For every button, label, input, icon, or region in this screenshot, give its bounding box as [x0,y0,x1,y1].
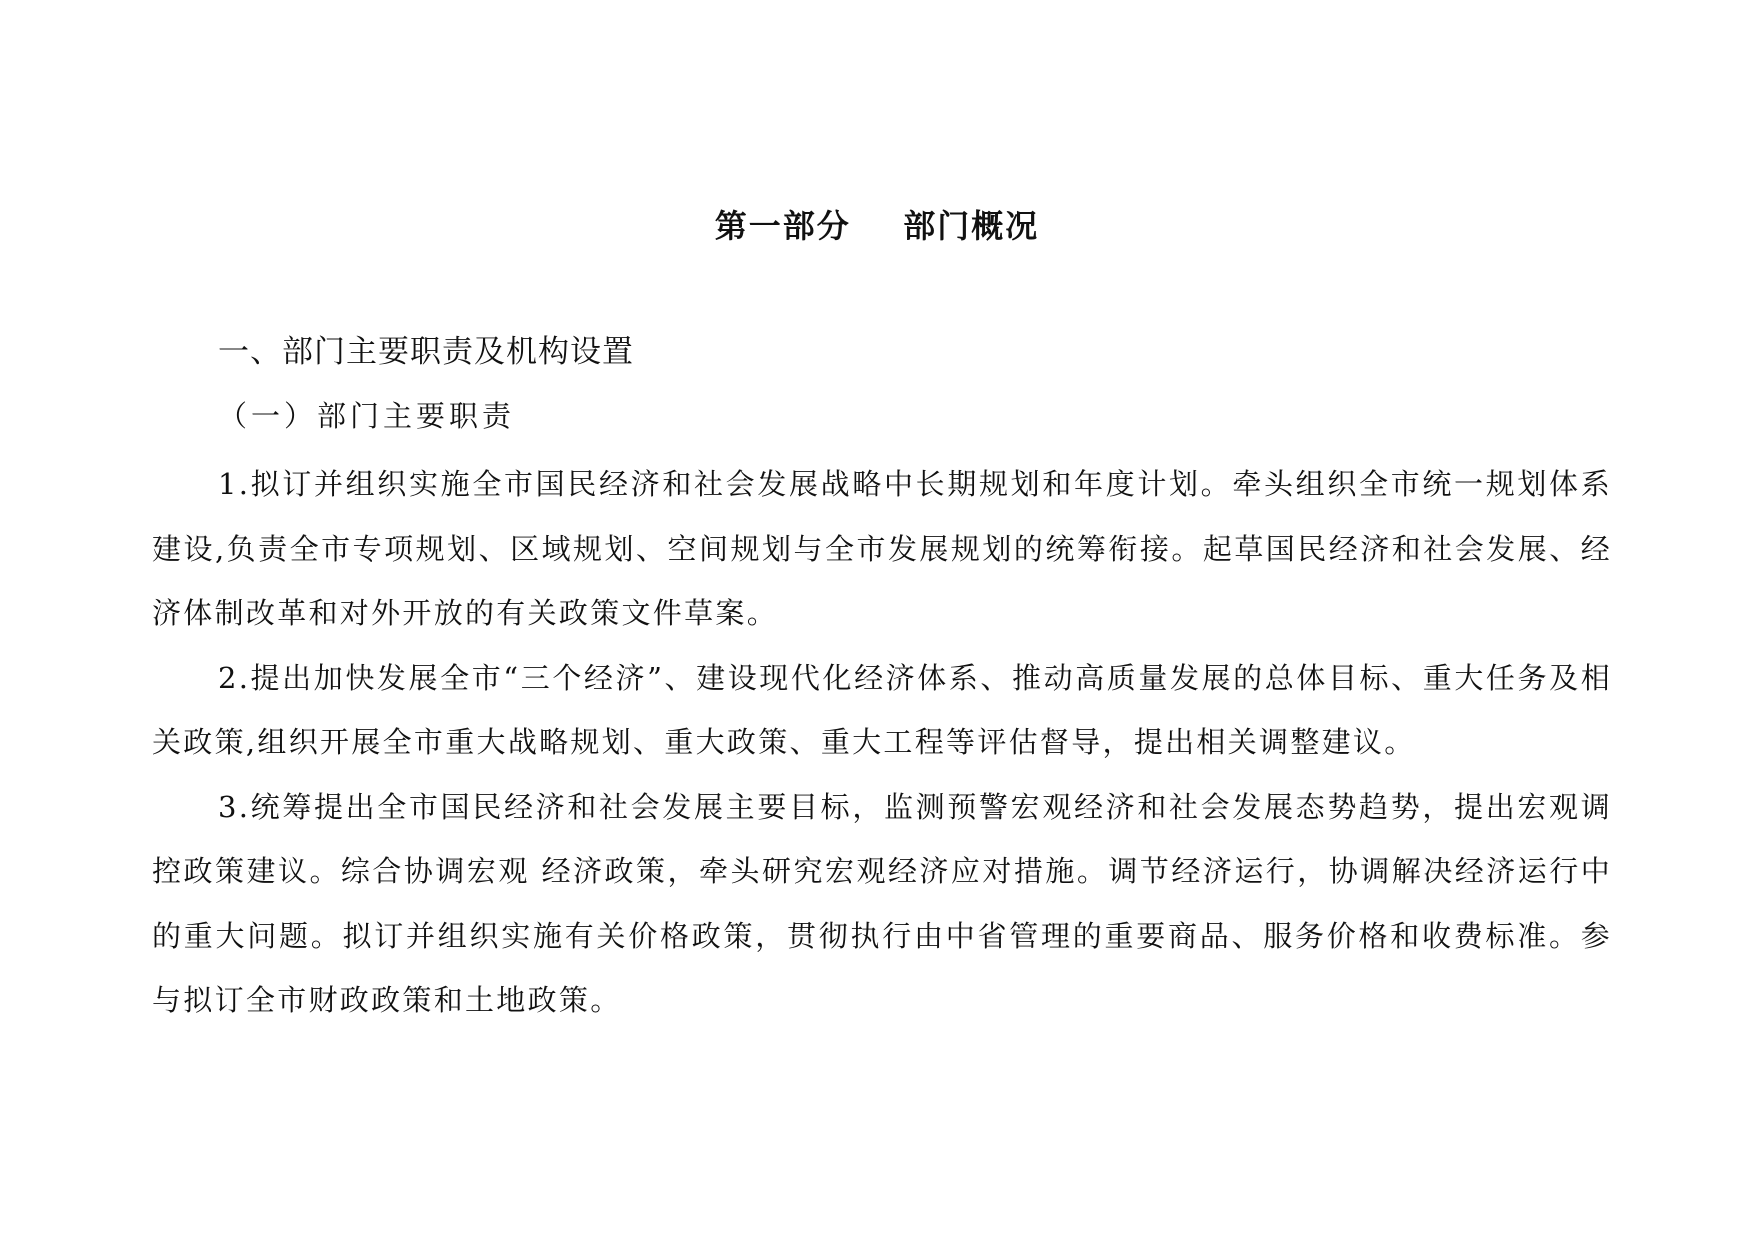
sub-heading: （一）部门主要职责 [218,399,516,433]
page-title: 第一部分 部门概况 [714,207,1040,245]
paragraph-1: 1.拟订并组织实施全市国民经济和社会发展战略中长期规划和年度计划。牵头组织全市统一规划体系建设,负责全市专项规划、区域规划、空间规划与全市发展规划的统筹衔接。起草国民经济和社会发展、经济体制改革和对外开放的有关政策文件草案。 [152,467,1612,630]
paragraph-2: 2.提出加快发展全市“三个经济”、建设现代化经济体系、推动高质量发展的总体目标、重大任务及相关政策,组织开展全市重大战略规划、重大政策、重大工程等评估督导，提出相关调整建议。 [152,660,1612,759]
section-heading: 一、部门主要职责及机构设置 [218,334,634,370]
paragraph-3: 3.统筹提出全市国民经济和社会发展主要目标，监测预警宏观经济和社会发展态势趋势，提出宏观调控政策建议。综合协调宏观 经济政策，牵头研究宏观经济应对措施。调节经济运行，协调解决经济运行中的重大问题。拟订并组织实施有关价格政策，贯彻执行由中省管理的重要商品、服务价格和收费标准。参与拟订全市财政政策和土地政策。 [152,789,1612,1017]
body-text [152,452,1612,1033]
